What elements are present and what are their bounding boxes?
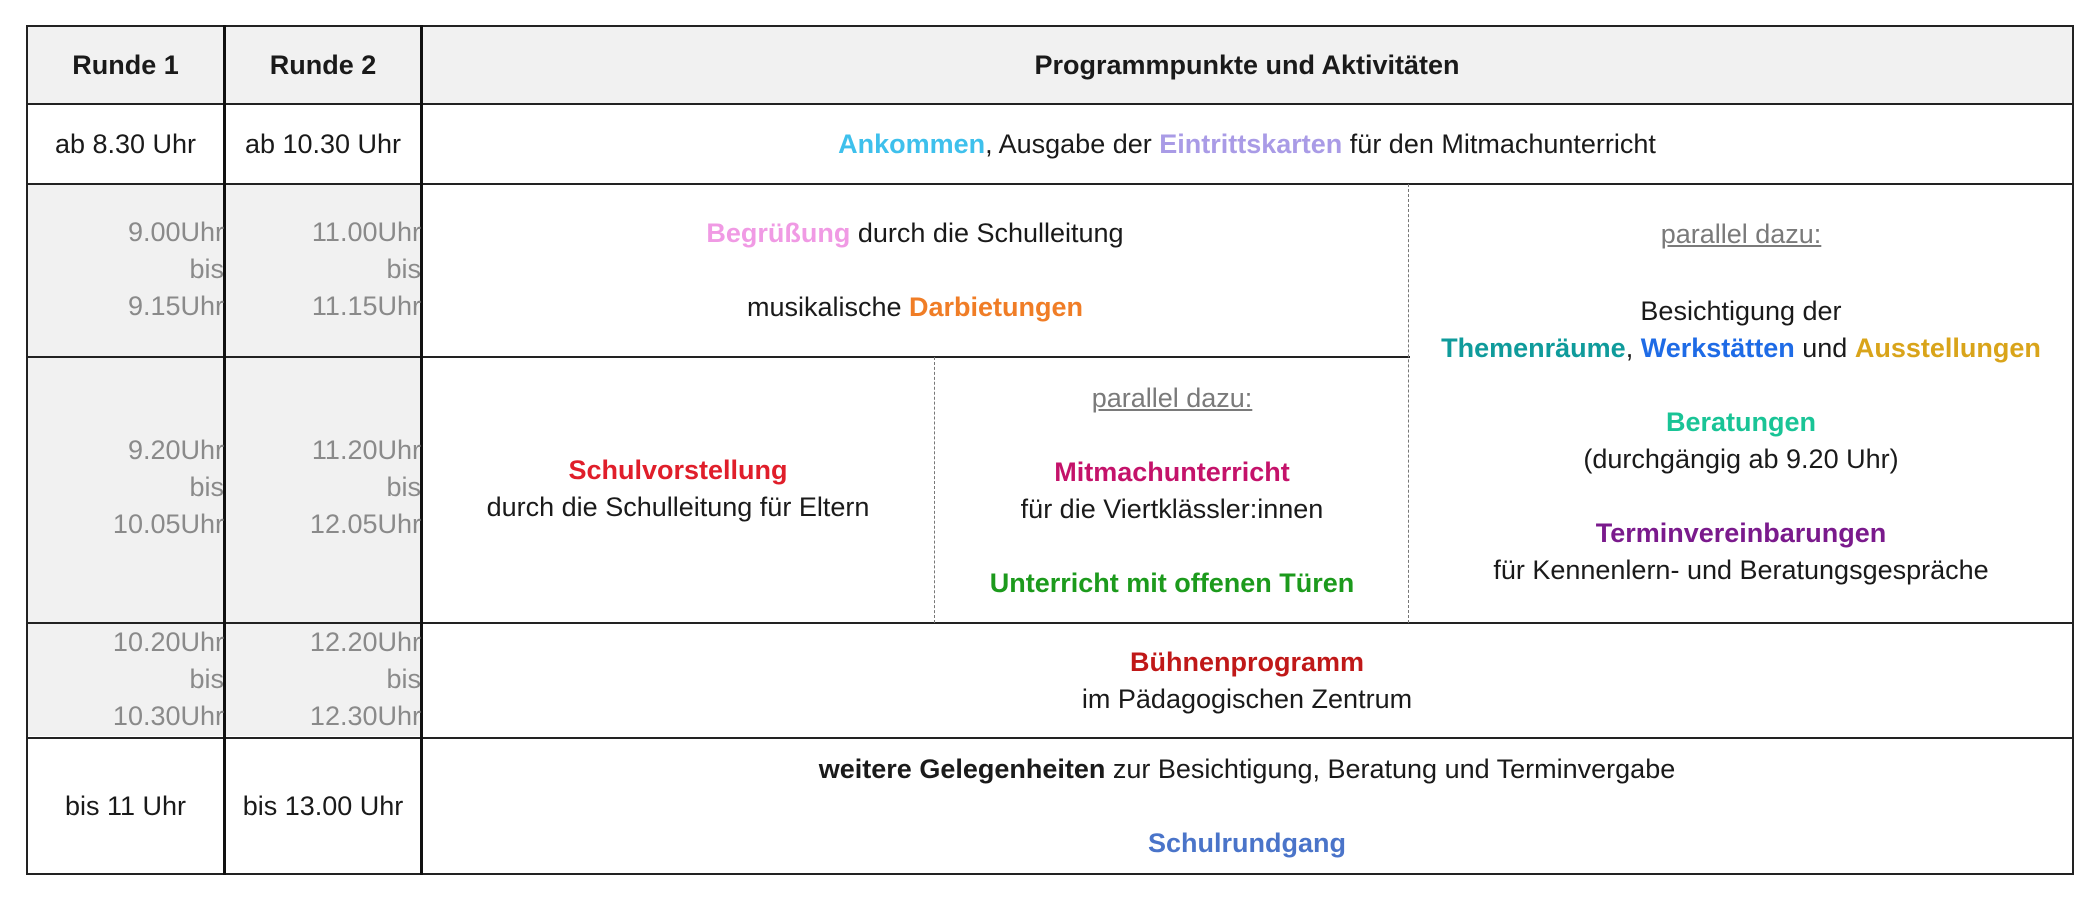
eintrittskarten-text: Eintrittskarten [1159, 128, 1343, 159]
begruessung-text: Begrüßung [706, 218, 851, 248]
row5-runde1-time: bis 11 Uhr [64, 790, 187, 821]
parallel-middle-heading: parallel dazu: [1091, 383, 1253, 413]
ausstellungen-text: Ausstellungen [1854, 333, 2041, 363]
weitere-line [422, 751, 2072, 788]
time-end: 10.30Uhr [112, 701, 224, 731]
schulvorstellung-sub: durch die Schulleitung für Eltern [486, 492, 870, 522]
themen-line [1410, 330, 2072, 367]
border-right [2072, 25, 2074, 875]
parallel-middle-cell [936, 380, 1408, 602]
row1-text1: , Ausgabe der [985, 128, 1160, 159]
buehne-sub: im Pädagogischen Zentrum [1081, 684, 1413, 714]
begruessung-rest: durch die Schulleitung [850, 218, 1124, 248]
schulvorstellung-cell [422, 452, 934, 526]
time-start: 12.20Uhr [309, 627, 421, 657]
row1-program [422, 105, 2072, 183]
mitmach-text: Mitmachunterricht [1054, 457, 1290, 487]
row1-text2: für den Mitmachunterricht [1342, 128, 1656, 159]
time-bis: bis [386, 472, 421, 502]
time-bis: bis [189, 472, 224, 502]
mitmach-sub: für die Viertklässler:innen [1020, 494, 1324, 524]
time-start: 10.20Uhr [112, 627, 224, 657]
parallel-right-heading: parallel dazu: [1660, 219, 1822, 249]
time-bis: bis [386, 664, 421, 694]
time-bis: bis [189, 254, 224, 284]
row1-runde1-time: ab 8.30 Uhr [54, 128, 197, 159]
row1-runde2-time: ab 10.30 Uhr [244, 128, 402, 159]
border-row2-bottom [27, 356, 1410, 358]
begruessung-line [422, 215, 1408, 252]
time-end: 12.05Uhr [309, 509, 421, 539]
header-program: Programmpunkte und Aktivitäten [1034, 49, 1460, 80]
weitere-text: weitere Gelegenheiten [818, 754, 1106, 784]
musik-prefix: musikalische [746, 292, 910, 322]
header-runde2: Runde 2 [269, 49, 377, 80]
time-start: 11.00Uhr [311, 217, 421, 247]
row3-runde1-time [27, 432, 224, 543]
time-end: 12.30Uhr [309, 701, 421, 731]
werkstaetten-text: Werkstätten [1640, 333, 1795, 363]
time-bis: bis [189, 664, 224, 694]
time-end: 9.15Uhr [127, 291, 224, 321]
time-start: 11.20Uhr [311, 435, 421, 465]
und-text: und [1794, 333, 1855, 363]
row4-runde1-time [27, 624, 224, 735]
row4-runde2-time [225, 624, 421, 735]
row5-program [422, 751, 2072, 862]
border-bottom [27, 873, 2073, 875]
divider-parallel-right [1408, 184, 1409, 623]
row3-runde2-time [225, 432, 421, 543]
themenraeume-text: Themenräume [1441, 333, 1626, 363]
time-end: 11.15Uhr [311, 291, 421, 321]
row2-runde1-time [27, 214, 224, 325]
schulvorstellung-text: Schulvorstellung [568, 455, 788, 485]
parallel-right-block [1410, 216, 2072, 589]
time-start: 9.00Uhr [127, 217, 224, 247]
row2-program [422, 215, 1408, 326]
row4-program [422, 644, 2072, 718]
time-end: 10.05Uhr [112, 509, 224, 539]
time-bis: bis [386, 254, 421, 284]
termin-text: Terminvereinbarungen [1595, 518, 1887, 548]
header-runde1: Runde 1 [72, 49, 179, 80]
comma-text: , [1625, 333, 1641, 363]
termin-sub: für Kennenlern- und Beratungsgespräche [1493, 555, 1989, 585]
darbietungen-text: Darbietungen [909, 292, 1084, 322]
divider-parallel-middle [934, 357, 935, 623]
weitere-rest: zur Besichtigung, Beratung und Terminvergabe [1105, 754, 1676, 784]
beratungen-sub: (durchgängig ab 9.20 Uhr) [1583, 444, 1899, 474]
row2-runde2-time [225, 214, 421, 325]
beratungen-text: Beratungen [1665, 407, 1817, 437]
time-start: 9.20Uhr [127, 435, 224, 465]
ankommen-text: Ankommen [838, 128, 986, 159]
buehne-text: Bühnenprogramm [1129, 647, 1364, 677]
border-row1-bottom [27, 183, 2073, 185]
unterricht-text: Unterricht mit offenen Türen [989, 568, 1355, 598]
besichtigung-line: Besichtigung der [1640, 296, 1842, 326]
darbietungen-line [422, 289, 1408, 326]
schulrundgang-text: Schulrundgang [1148, 828, 1346, 858]
row5-runde2-time: bis 13.00 Uhr [242, 790, 404, 821]
